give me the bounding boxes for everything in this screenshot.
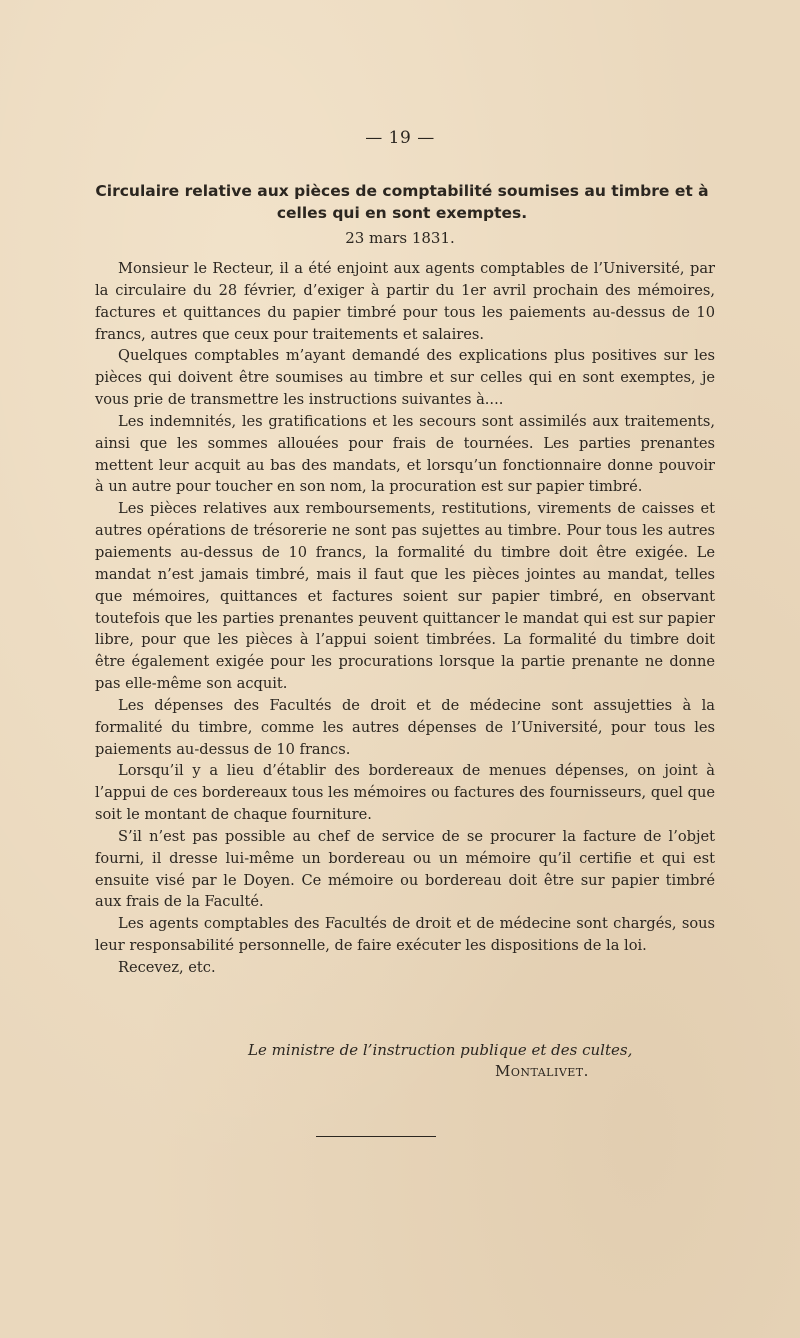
paragraph-indemnities: Les indemnités, les gratifications et les secours sont assimilés aux traitements, ainsi que les sommes allouées pour frais de tournées. Les parties prenantes mettent leur acquit au bas des mandats, et lorsqu’un fonctionnaire donne pouvoir à un autre pour toucher en son nom, la procuration est sur papier timbré. [95, 412, 715, 496]
circular-body [95, 258, 715, 979]
paragraph-opening: Monsieur le Recteur, il a été enjoint aux agents comptables de l’Université, par la circulaire du 28 février, d’exiger à partir du 1er avril prochain des mémoires, factures et quittances du papier timbré pour tous les paiements au-dessus de 10 francs, autres que ceux pour traitements et salaires. [95, 260, 715, 343]
paragraph-reimbursements: Les pièces relatives aux remboursements, restitutions, virements de caisses et autres opérations de trésorerie ne sont pas sujettes au timbre. Pour tous les autres paiements au-dessus de 10 francs, la formalité du timbre doit être exigée. Le mandat n’est jamais timbré, mais il faut que les pièces jointes au mandat, telles que mémoires, quittances et factures soient sur papier timbré, en observant toutefois que les parties prenantes peuvent quittancer le mandat qui est sur papier libre, pour que les pièces à l’appui soient timbrées. La formalité du timbre doit être également exigée pour les procurations lorsque la partie prenante ne donne pas elle-même son acquit. [95, 500, 715, 693]
end-rule-divider [316, 1136, 436, 1137]
circular-date: 23 mars 1831. [345, 229, 455, 247]
signature-role: Le ministre de l’instruction publique et des cultes, [248, 1041, 633, 1059]
paragraph-responsibility: Les agents comptables des Facultés de droit et de médecine sont chargés, sous leur responsabilité personnelle, de faire exécuter les dispositions de la loi. [95, 915, 715, 955]
circular-title: Circulaire relative aux pièces de comptabilité soumises au timbre et à celles qui en sont exemptes. [95, 182, 709, 222]
paragraph-explanations: Quelques comptables m’ayant demandé des explications plus positives sur les pièces qui doivent être soumises au timbre et sur celles qui en sont exemptes, je vous prie de transmettre les instructions suivantes à.... [95, 347, 715, 409]
paragraph-bordereaux: Lorsqu’il y a lieu d’établir des bordereaux de menues dépenses, on joint à l’appui de ces bordereaux tous les mémoires ou factures des fournisseurs, quel que soit le montant de chaque fourniture. [95, 762, 715, 824]
paragraph-closing: Recevez, etc. [118, 959, 216, 976]
page-number: — 19 — [365, 128, 435, 148]
paragraph-faculty-expenses: Les dépenses des Facultés de droit et de médecine sont assujetties à la formalité du timbre, comme les autres dépenses de l’Université, pour tous les paiements au-dessus de 10 francs. [95, 696, 715, 758]
paragraph-invoice: S’il n’est pas possible au chef de service de se procurer la facture de l’objet fourni, il dresse lui-même un bordereau ou un mémoire qu’il certifie et qui est ensuite visé par le Doyen. Ce mémoire ou bordereau doit être sur papier timbré aux frais de la Faculté. [95, 827, 715, 911]
signature-name: Montalivet. [495, 1062, 589, 1080]
